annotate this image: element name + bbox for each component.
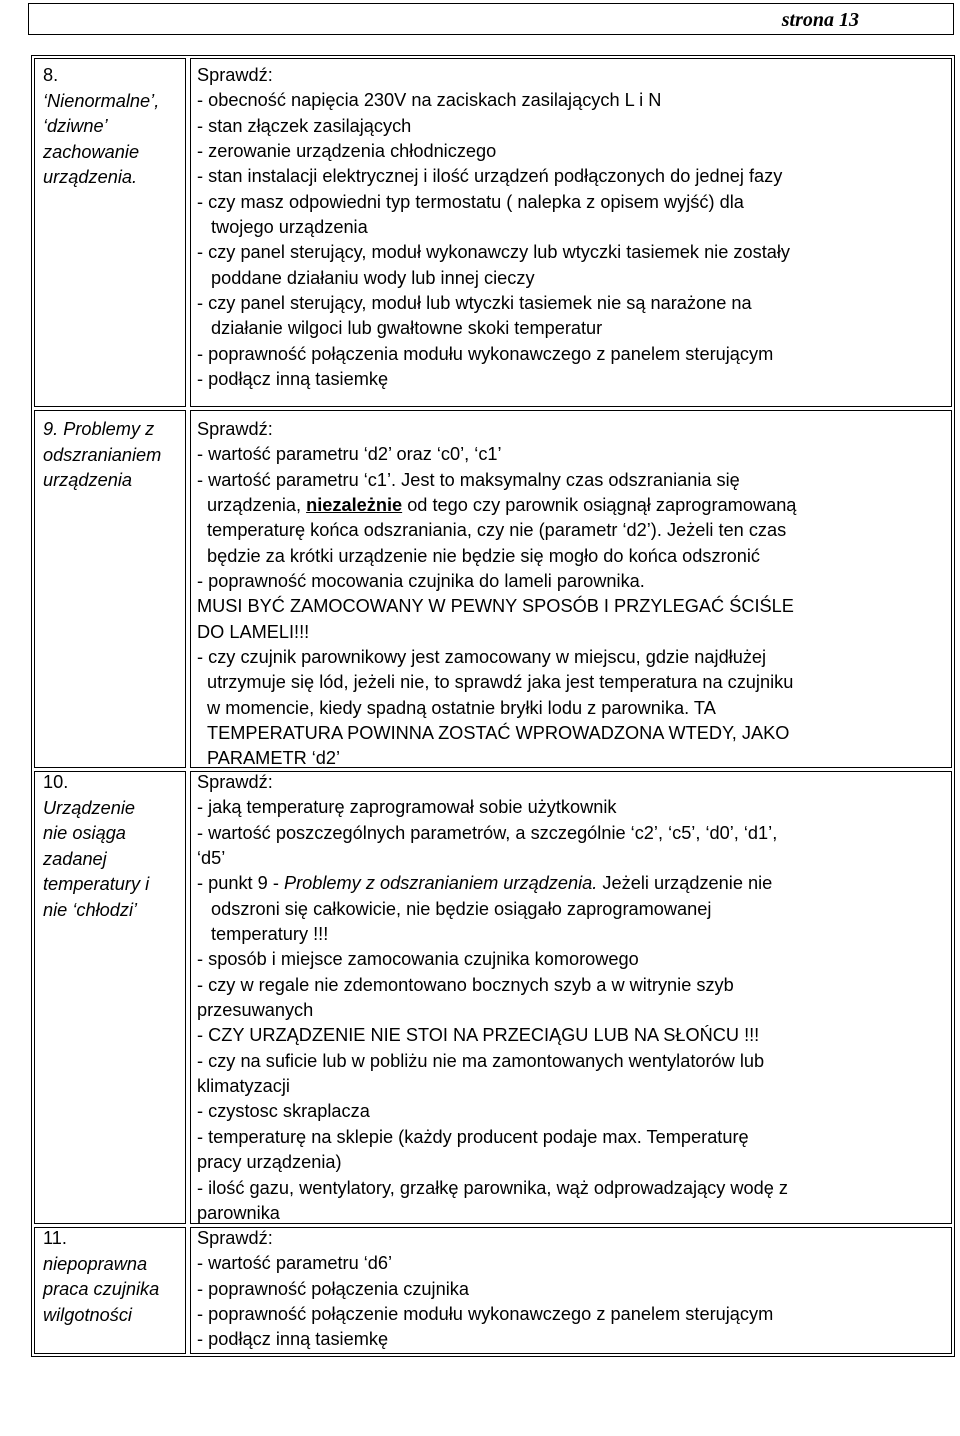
row-10-check-item: przesuwanych bbox=[197, 1000, 314, 1021]
row-10-check-heading: Sprawdź: bbox=[197, 772, 273, 792]
row-8-check-item: - poprawność połączenia modułu wykonawczego z panelem sterującym bbox=[197, 343, 774, 364]
row-11-check-heading: Sprawdź: bbox=[197, 1228, 273, 1248]
row-8-title-line: urządzenia. bbox=[43, 167, 138, 188]
row-11-title-cell bbox=[34, 1227, 186, 1354]
row-9-check-item: - wartość parametru ‘d2’ oraz ‘c0’, ‘c1’ bbox=[197, 444, 502, 465]
row-9-check-heading: Sprawdź: bbox=[197, 419, 273, 439]
page-header bbox=[28, 3, 954, 35]
row-10-check-item: temperatury !!! bbox=[211, 924, 329, 945]
row-8-check-item: - czy panel sterujący, moduł lub wtyczki tasiemek nie są narażone na bbox=[197, 293, 752, 314]
row-8-title-line: ‘dziwne’ bbox=[43, 116, 108, 137]
row-10-check-item: - czy w regale nie zdemontowano bocznych szyb a w witrynie szyb bbox=[197, 974, 734, 995]
row-9-check-item: - poprawność mocowania czujnika do lameli parownika. bbox=[197, 571, 645, 592]
row-9-warning: PARAMETR ‘d2’ bbox=[207, 748, 341, 769]
row-10-title-cell bbox=[34, 771, 186, 1224]
row-10-check-item: - punkt 9 - Problemy z odszranianiem urządzenia. Jeżeli urządzenie nie bbox=[197, 873, 773, 894]
row-9-warning: MUSI BYĆ ZAMOCOWANY W PEWNY SPOSÓB I PRZYLEGAĆ ŚCIŚLE bbox=[197, 596, 794, 617]
row-10-title-line: temperatury i bbox=[43, 874, 150, 895]
row-8-title-line: zachowanie bbox=[43, 141, 140, 162]
row-10-title-line: nie osiąga bbox=[43, 823, 126, 844]
row-8-title-cell bbox=[34, 58, 186, 407]
row-10-check-item: pracy urządzenia) bbox=[197, 1152, 342, 1173]
row-9-check-item: temperaturę końca odszraniania, czy nie (parametr ‘d2’). Jeżeli ten czas bbox=[207, 520, 787, 541]
row-9-title-cell bbox=[34, 410, 186, 768]
row-10-check-item: - sposób i miejsce zamocowania czujnika komorowego bbox=[197, 949, 639, 970]
row-10-content-cell bbox=[190, 771, 952, 1224]
row-9-title-line: urządzenia bbox=[43, 470, 132, 491]
row-8-check-item: - stan złączek zasilających bbox=[197, 115, 412, 136]
row-10-check-item: - jaką temperaturę zaprogramował sobie użytkownik bbox=[197, 797, 617, 818]
row-11-title-line: niepoprawna bbox=[43, 1253, 148, 1274]
row-8-check-item: - czy panel sterujący, moduł wykonawczy lub wtyczki tasiemek nie zostały bbox=[197, 242, 790, 263]
row-11-title-line: 11. bbox=[43, 1228, 67, 1248]
row-9-check-item: utrzymuje się lód, jeżeli nie, to sprawdź jaka jest temperatura na czujniku bbox=[207, 672, 794, 693]
row-10-title-line: zadanej bbox=[43, 848, 107, 869]
row-10-check-item: klimatyzacji bbox=[197, 1076, 290, 1097]
row-8-check-item: - stan instalacji elektrycznej i ilość urządzeń podłączonych do jednej fazy bbox=[197, 166, 783, 187]
row-9-check-item: urządzenia, niezależnie od tego czy parownik osiągnął zaprogramowaną bbox=[207, 495, 797, 516]
row-10-title-line: 10. bbox=[43, 772, 69, 792]
row-11-check-item: - poprawność połączenia czujnika bbox=[197, 1278, 469, 1299]
row-10-title-line: Urządzenie bbox=[43, 797, 135, 818]
row-10-check-item: - temperaturę na sklepie (każdy producent podaje max. Temperaturę bbox=[197, 1126, 749, 1147]
row-9-check-item: - czy czujnik parownikowy jest zamocowany w miejscu, gdzie najdłużej bbox=[197, 647, 767, 668]
row-10-check-item: parownika bbox=[197, 1202, 280, 1223]
row-9-check-item: w momencie, kiedy spadną ostatnie bryłki lodu z parownika. TA bbox=[207, 697, 716, 718]
row-10-title-line: nie ‘chłodzi’ bbox=[43, 899, 138, 920]
row-10-check-item: - czy na suficie lub w pobliżu nie ma zamontowanych wentylatorów lub bbox=[197, 1050, 765, 1071]
row-9-warning: DO LAMELI!!! bbox=[197, 621, 310, 642]
row-8-title-line: 8. bbox=[43, 65, 59, 85]
emphasis-underlined: niezależnie bbox=[306, 495, 403, 516]
row-8-check-item: - obecność napięcia 230V na zaciskach zasilających L i N bbox=[197, 90, 662, 111]
row-8-check-item: działanie wilgoci lub gwałtowne skoki temperatur bbox=[211, 318, 603, 339]
section-reference: Problemy z odszranianiem urządzenia. bbox=[283, 873, 598, 894]
row-11-title-line: praca czujnika bbox=[43, 1279, 160, 1300]
row-10-warning: - CZY URZĄDZENIE NIE STOI NA PRZECIĄGU LUB NA SŁOŃCU !!! bbox=[197, 1025, 760, 1046]
row-11-title-line: wilgotności bbox=[43, 1304, 132, 1325]
row-8-title-line: ‘Nienormalne’, bbox=[43, 90, 160, 111]
row-8-check-item: - zerowanie urządzenia chłodniczego bbox=[197, 141, 497, 162]
row-11-check-item: - poprawność połączenie modułu wykonawczego z panelem sterującym bbox=[197, 1304, 774, 1325]
row-8-check-item: - czy masz odpowiedni typ termostatu ( nalepka z opisem wyjść) dla bbox=[197, 191, 744, 212]
row-10-check-item: - czystosc skraplacza bbox=[197, 1101, 370, 1122]
row-11-check-item: - wartość parametru ‘d6’ bbox=[197, 1253, 393, 1274]
row-9-check-item: - wartość parametru ‘c1’. Jest to maksymalny czas odszraniania się bbox=[197, 469, 740, 490]
row-10-check-item: - ilość gazu, wentylatory, grzałkę parownika, wąż odprowadzający wodę z bbox=[197, 1177, 789, 1198]
page-number: strona 13 bbox=[781, 9, 859, 31]
row-10-check-item: ‘d5’ bbox=[197, 848, 226, 869]
row-9-title-line: 9. Problemy z bbox=[43, 419, 155, 439]
row-11-content-cell bbox=[190, 1227, 952, 1354]
row-10-check-item: - wartość poszczególnych parametrów, a szczególnie ‘c2’, ‘c5’, ‘d0’, ‘d1’, bbox=[197, 822, 778, 843]
row-8-content-cell bbox=[190, 58, 952, 407]
row-8-check-item: twojego urządzenia bbox=[211, 217, 368, 238]
row-8-check-item: poddane działaniu wody lub innej cieczy bbox=[211, 267, 535, 288]
row-9-title-line: odszranianiem bbox=[43, 444, 162, 465]
row-8-check-heading: Sprawdź: bbox=[197, 65, 273, 85]
row-9-check-item: będzie za krótki urządzenie nie będzie się mogło do końca odszronić bbox=[207, 545, 761, 566]
row-9-content-cell bbox=[190, 410, 952, 768]
row-11-check-item: - podłącz inną tasiemkę bbox=[197, 1329, 389, 1350]
row-10-check-item: odszroni się całkowicie, nie będzie osiągało zaprogramowanej bbox=[211, 898, 712, 919]
row-9-warning: TEMPERATURA POWINNA ZOSTAĆ WPROWADZONA WTEDY, JAKO bbox=[207, 723, 790, 744]
row-8-check-item: - podłącz inną tasiemkę bbox=[197, 369, 389, 390]
